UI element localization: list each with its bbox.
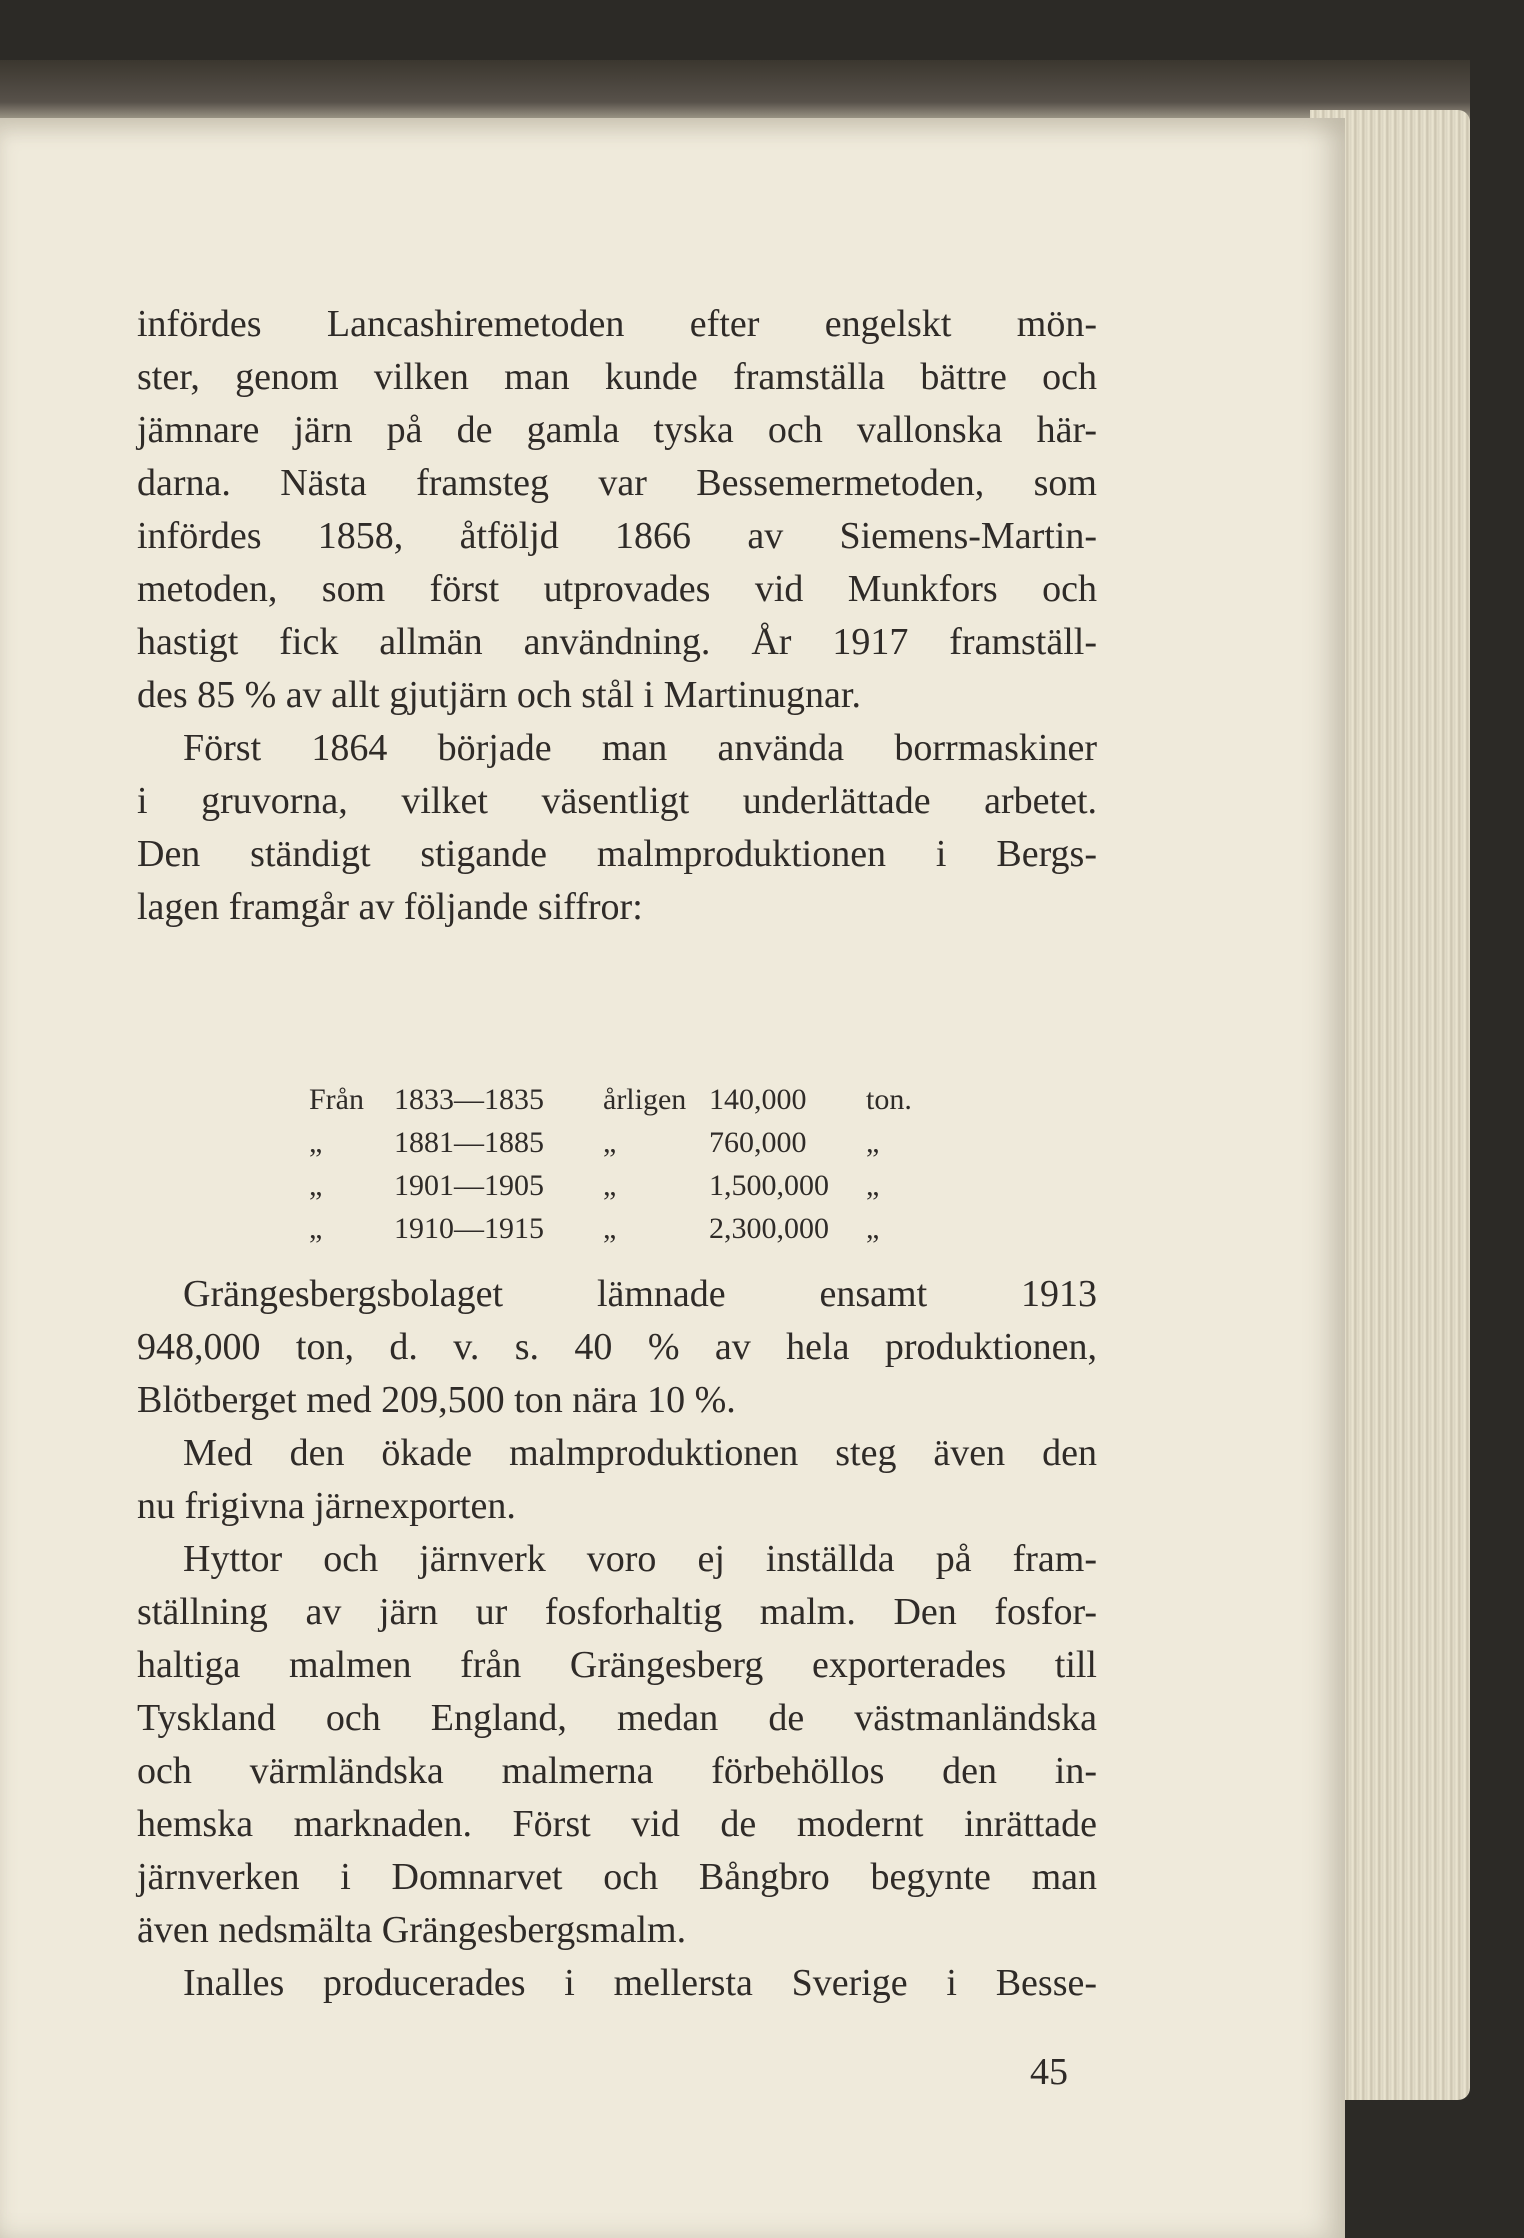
text-line: des 85 % av allt gjutjärn och stål i Martinugnar. — [137, 674, 861, 716]
table-cell-unit: ton. — [866, 1083, 912, 1116]
text-line: 948,000 ton, d. v. s. 40 % av hela produktionen, — [137, 1326, 1097, 1368]
text-line: haltiga malmen från Grängesberg exporterades till — [137, 1644, 1097, 1686]
text-line: ster, genom vilken man kunde framställa bättre och — [137, 356, 1097, 398]
paragraph-bottom — [137, 1268, 1097, 2010]
paragraph-top — [137, 298, 1097, 1245]
text-line: lagen framgår av följande siffror: — [137, 886, 643, 928]
text-line: Den ständigt stigande malmproduktionen i Bergs- — [137, 833, 1097, 875]
text-line: även nedsmälta Grängesbergsmalm. — [137, 1909, 687, 1951]
table-cell-amount: 760,000 — [709, 1126, 807, 1159]
text-line: Först 1864 började man använda borrmaskiner — [183, 727, 1097, 769]
text-line: infördes Lancashiremetoden efter engelskt mön- — [137, 303, 1097, 345]
text-line: Grängesbergsbolaget lämnade ensamt 1913 — [183, 1273, 1097, 1315]
table-cell-amount: 2,300,000 — [709, 1212, 829, 1245]
text-line: ställning av järn ur fosforhaltig malm. Den fosfor- — [137, 1591, 1097, 1633]
text-line: järnverken i Domnarvet och Bångbro begynte man — [137, 1856, 1097, 1898]
text-line: nu frigivna järnexporten. — [137, 1485, 516, 1527]
table-cell-years: 1881—1885 — [394, 1126, 544, 1159]
text-line: och värmländska malmerna förbehöllos den in- — [137, 1750, 1097, 1792]
table-cell-amount: 1,500,000 — [709, 1169, 829, 1202]
table-cell-unit: „ — [866, 1169, 880, 1202]
text-line: Med den ökade malmproduktionen steg även den — [183, 1432, 1097, 1474]
table-cell-from: „ — [309, 1169, 323, 1202]
table-cell-frequency: „ — [603, 1212, 617, 1245]
text-line: jämnare järn på de gamla tyska och vallonska här- — [137, 409, 1097, 451]
table-row — [137, 1164, 1097, 1207]
table-cell-years: 1833—1835 — [394, 1083, 544, 1116]
table-cell-frequency: „ — [603, 1126, 617, 1159]
text-line: i gruvorna, vilket väsentligt underlättade arbetet. — [137, 780, 1097, 822]
text-line: darna. Nästa framsteg var Bessemermetoden, som — [137, 462, 1097, 504]
production-table — [137, 1078, 1097, 1250]
text-line: Blötberget med 209,500 ton nära 10 %. — [137, 1379, 736, 1421]
text-line: infördes 1858, åtföljd 1866 av Siemens-Martin- — [137, 515, 1097, 557]
table-row — [137, 1121, 1097, 1164]
table-cell-frequency: årligen — [603, 1083, 687, 1116]
text-line: Inalles producerades i mellersta Sverige i Besse- — [183, 1962, 1097, 2004]
book-page — [0, 118, 1345, 2238]
table-cell-from: Från — [309, 1083, 364, 1116]
table-cell-frequency: „ — [603, 1169, 617, 1202]
table-cell-unit: „ — [866, 1212, 880, 1245]
table-cell-from: „ — [309, 1126, 323, 1159]
text-line: Hyttor och järnverk voro ej inställda på fram- — [183, 1538, 1097, 1580]
table-row — [137, 1207, 1097, 1250]
text-line: hemska marknaden. Först vid de modernt inrättade — [137, 1803, 1097, 1845]
table-cell-amount: 140,000 — [709, 1083, 807, 1116]
table-cell-years: 1910—1915 — [394, 1212, 544, 1245]
text-line: Tyskland och England, medan de västmanländska — [137, 1697, 1097, 1739]
text-line: hastigt fick allmän användning. År 1917 framställ- — [137, 621, 1097, 663]
table-row — [137, 1078, 1097, 1121]
table-cell-unit: „ — [866, 1126, 880, 1159]
table-cell-years: 1901—1905 — [394, 1169, 544, 1202]
table-cell-from: „ — [309, 1212, 323, 1245]
page-number: 45 — [1030, 2051, 1068, 2093]
text-line: metoden, som först utprovades vid Munkfors och — [137, 568, 1097, 610]
